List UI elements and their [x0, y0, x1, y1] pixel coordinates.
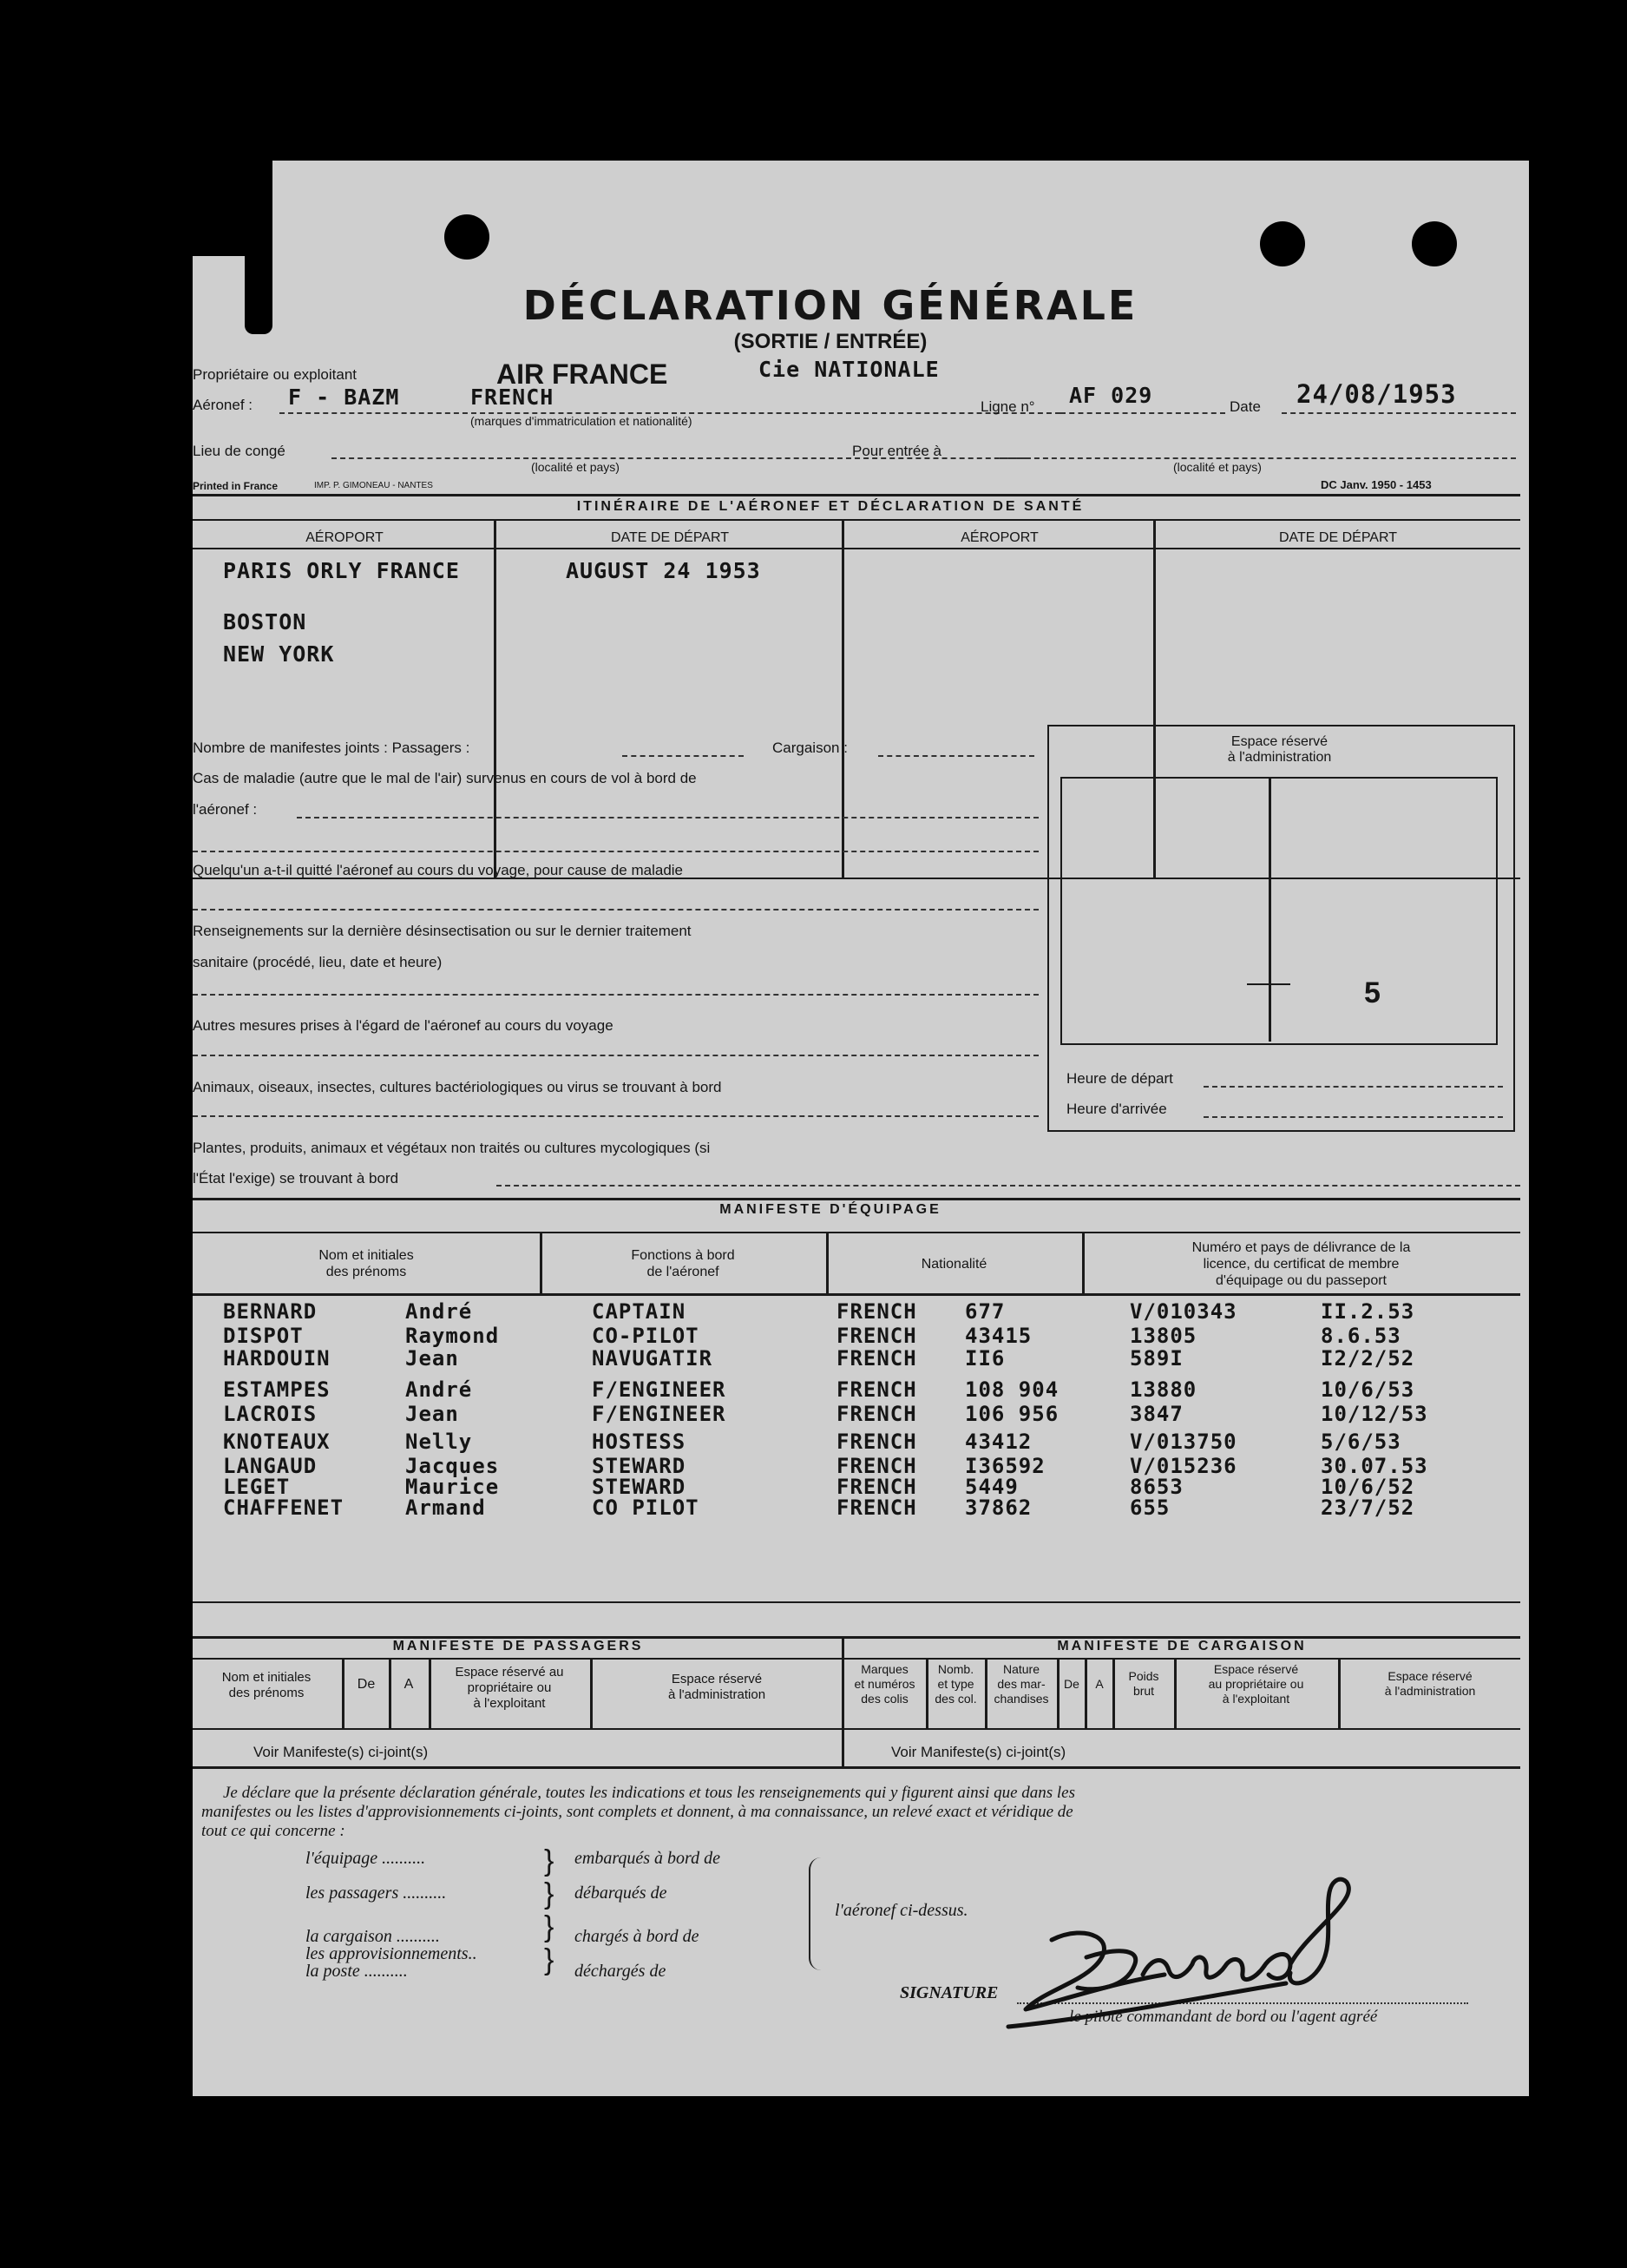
- crew-licence-number: 3847: [1130, 1402, 1184, 1426]
- cargo-col-nb: Nomb.: [937, 1662, 974, 1676]
- crew-nationality: FRENCH: [836, 1346, 917, 1371]
- crew-divider: [540, 1233, 542, 1293]
- crew-first-name: Jean: [405, 1346, 459, 1371]
- printer-note-2: IMP. P. GIMONEAU - NANTES: [314, 481, 433, 490]
- locality-note: (localité et pays): [531, 460, 620, 474]
- flight-number: AF 029: [1069, 383, 1153, 408]
- cargo-col-nb-2: et type: [937, 1677, 974, 1691]
- owner-suffix: Cie NATIONALE: [758, 357, 940, 382]
- crew-bottom-border: [193, 1601, 1520, 1603]
- crew-col-function: Fonctions à bord: [631, 1248, 735, 1263]
- crew-nationality: FRENCH: [836, 1402, 917, 1426]
- cargo-divider: [1057, 1659, 1060, 1728]
- registration-note: (marques d'immatriculation et nationalité): [470, 414, 692, 428]
- itinerary-col-date-2: DATE DE DÉPART: [1278, 530, 1398, 545]
- crew-licence-date: 10/6/52: [1321, 1475, 1415, 1499]
- cargo-col-a: A: [1095, 1677, 1104, 1691]
- crew-nationality: FRENCH: [836, 1299, 917, 1324]
- crew-nationality-number: 677: [965, 1299, 1006, 1324]
- pax-divider: [389, 1659, 391, 1728]
- ligne-line: [1060, 412, 1225, 414]
- signature-label: SIGNATURE: [900, 1983, 999, 2002]
- crew-header: MANIFESTE D'ÉQUIPAGE: [719, 1202, 941, 1217]
- locality-note-2: (localité et pays): [1173, 460, 1262, 474]
- date-line: [1282, 412, 1516, 414]
- crew-licence-number: V/013750: [1130, 1430, 1237, 1454]
- passenger-header: MANIFESTE DE PASSAGERS: [392, 1639, 644, 1653]
- crew-divider: [826, 1233, 829, 1293]
- crew-surname: LACROIS: [223, 1402, 318, 1426]
- crew-nationality: FRENCH: [836, 1430, 917, 1454]
- document-subtitle: (SORTIE / ENTRÉE): [733, 330, 928, 353]
- itinerary-col-date: DATE DE DÉPART: [610, 530, 730, 545]
- crew-surname: DISPOT: [223, 1324, 304, 1348]
- pax-col-owner-2: propriétaire ou: [467, 1680, 552, 1695]
- health-q1b-line: [878, 755, 1034, 757]
- crew-licence-date: 10/12/53: [1321, 1402, 1428, 1426]
- crew-function: NAVUGATIR: [592, 1346, 713, 1371]
- owner-value: AIR FRANCE: [496, 358, 668, 390]
- crew-licence-date: I2/2/52: [1321, 1346, 1415, 1371]
- crew-first-name: Jean: [405, 1402, 459, 1426]
- crew-function: CO-PILOT: [592, 1324, 699, 1348]
- crew-nationality: FRENCH: [836, 1496, 917, 1520]
- decl-cargaison: la cargaison ..........: [305, 1927, 440, 1946]
- crew-licence-number: 655: [1130, 1496, 1171, 1520]
- document-page: [193, 161, 1529, 2096]
- ligne-label: Ligne n°: [981, 398, 1035, 415]
- punch-hole: [1412, 221, 1457, 266]
- document-title: DÉCLARATION GÉNÉRALE: [522, 282, 1138, 329]
- itinerary-airport-1: PARIS ORLY FRANCE: [223, 558, 460, 583]
- crew-nationality: FRENCH: [836, 1454, 917, 1478]
- crew-licence-date: 8.6.53: [1321, 1324, 1401, 1348]
- crew-licence-date: II.2.53: [1321, 1299, 1415, 1324]
- admin-box-title-2: à l'administration: [1227, 750, 1332, 765]
- admin-stamp-number: 5: [1364, 976, 1381, 1009]
- aircraft-nationality: FRENCH: [470, 385, 554, 410]
- crew-col-function-2: de l'aéronef: [646, 1265, 719, 1279]
- health-q3-line: [193, 909, 1039, 910]
- crew-licence-number: V/010343: [1130, 1299, 1237, 1324]
- health-q1b: Cargaison :: [772, 740, 848, 756]
- itinerary-airport-2: BOSTON: [223, 609, 307, 634]
- pax-divider: [342, 1659, 344, 1728]
- decl-big-brace: [809, 1857, 823, 1970]
- crew-col-licence-3: d'équipage ou du passeport: [1216, 1273, 1387, 1288]
- cargo-col-nature-3: chandises: [994, 1692, 1049, 1706]
- cargo-col-nb-3: des col.: [935, 1692, 977, 1706]
- crew-nationality-number: II6: [965, 1346, 1006, 1371]
- cargo-voir-manifeste: Voir Manifeste(s) ci-joint(s): [891, 1744, 1066, 1760]
- decl-charges: chargés à bord de: [574, 1927, 699, 1946]
- crew-col-name: Nom et initiales: [318, 1248, 414, 1263]
- cargo-col-de: De: [1064, 1677, 1079, 1691]
- crew-licence-date: 23/7/52: [1321, 1496, 1415, 1520]
- manifest-col-line: [193, 1728, 1520, 1730]
- crew-top-border: [193, 1198, 1520, 1200]
- decl-embarques: embarqués à bord de: [574, 1849, 720, 1868]
- crew-surname: ESTAMPES: [223, 1377, 331, 1402]
- heure-arrivee-label: Heure d'arrivée: [1066, 1101, 1167, 1117]
- cargo-col-nature-2: des mar-: [997, 1677, 1046, 1691]
- cargo-col-marks: Marques: [861, 1662, 909, 1676]
- cargo-col-marks-2: et numéros: [854, 1677, 915, 1691]
- crew-nationality-number: 43412: [965, 1430, 1033, 1454]
- crew-function: HOSTESS: [592, 1430, 686, 1454]
- crew-nationality-number: 37862: [965, 1496, 1033, 1520]
- heure-depart-line: [1204, 1086, 1503, 1088]
- crew-col-line: [193, 1293, 1520, 1296]
- crew-function: STEWARD: [592, 1475, 686, 1499]
- aircraft-registration: F - BAZM: [288, 385, 400, 410]
- cargo-col-poids: Poids: [1128, 1669, 1159, 1683]
- declaration-line-1: Je déclare que la présente déclaration générale, toutes les indications et tous les renseignements qui y figurent ainsi que dans les: [223, 1784, 1075, 1802]
- crew-surname: LEGET: [223, 1475, 291, 1499]
- admin-inner-box: [1060, 777, 1498, 1045]
- crew-function: CAPTAIN: [592, 1299, 686, 1324]
- cargo-divider: [1085, 1659, 1087, 1728]
- admin-inner-divider: [1269, 779, 1271, 1042]
- crew-first-name: Raymond: [405, 1324, 500, 1348]
- crew-surname: LANGAUD: [223, 1454, 318, 1478]
- flight-date: 24/08/1953: [1296, 379, 1457, 409]
- printer-note: Printed in France: [193, 480, 279, 492]
- pax-col-a: A: [403, 1677, 414, 1692]
- admin-tick: [1247, 983, 1290, 985]
- crew-function: CO PILOT: [592, 1496, 699, 1520]
- crew-licence-number: V/015236: [1130, 1454, 1237, 1478]
- heure-arrivee-line: [1204, 1116, 1503, 1118]
- health-q5-line: [193, 1055, 1039, 1056]
- crew-licence-number: 589I: [1130, 1346, 1184, 1371]
- crew-first-name: Maurice: [405, 1475, 500, 1499]
- crew-nationality: FRENCH: [836, 1324, 917, 1348]
- decl-aeronef: l'aéronef ci-dessus.: [835, 1901, 968, 1920]
- pax-voir-manifeste: Voir Manifeste(s) ci-joint(s): [253, 1744, 429, 1760]
- crew-surname: BERNARD: [223, 1299, 318, 1324]
- health-q4b: sanitaire (procédé, lieu, date et heure): [193, 954, 443, 970]
- crew-surname: CHAFFENET: [223, 1496, 344, 1520]
- crew-nationality-number: 106 956: [965, 1402, 1060, 1426]
- crew-nationality-number: 5449: [965, 1475, 1019, 1499]
- crew-col-name-2: des prénoms: [325, 1265, 407, 1279]
- cargo-col-owner-3: à l'exploitant: [1222, 1692, 1290, 1706]
- cargo-col-admin-2: à l'administration: [1384, 1684, 1476, 1698]
- date-label: Date: [1230, 398, 1261, 415]
- itinerary-depart-date: AUGUST 24 1953: [566, 558, 761, 583]
- crew-licence-date: 10/6/53: [1321, 1377, 1415, 1402]
- itinerary-airport-3: NEW YORK: [223, 641, 335, 667]
- decl-brace: } } } }: [544, 1844, 554, 1976]
- decl-passagers: les passagers ..........: [305, 1883, 447, 1903]
- crew-col-nationality: Nationalité: [921, 1257, 987, 1272]
- itinerary-col-airport-2: AÉROPORT: [961, 530, 1039, 545]
- cargo-col-owner: Espace réservé: [1213, 1662, 1299, 1676]
- crew-first-name: André: [405, 1377, 473, 1402]
- manifest-header-line: [193, 1658, 1520, 1660]
- cargo-col-poids-2: brut: [1132, 1684, 1155, 1698]
- pax-col-de: De: [357, 1677, 376, 1692]
- heure-depart-label: Heure de départ: [1066, 1070, 1173, 1087]
- itinerary-col-airport: AÉROPORT: [305, 530, 384, 545]
- cargo-col-admin: Espace réservé: [1388, 1669, 1473, 1683]
- crew-first-name: Armand: [405, 1496, 486, 1520]
- health-q7-line: [496, 1185, 1520, 1187]
- aircraft-label: Aéronef :: [193, 397, 253, 413]
- declaration-line-3: tout ce qui concerne :: [201, 1822, 345, 1840]
- crew-col-licence: Numéro et pays de délivrance de la: [1191, 1240, 1411, 1255]
- crew-nationality-number: 108 904: [965, 1377, 1060, 1402]
- crew-nationality: FRENCH: [836, 1475, 917, 1499]
- handwritten-signature: [991, 1844, 1477, 2044]
- pax-col-name-2: des prénoms: [228, 1686, 305, 1700]
- itinerary-header: ITINÉRAIRE DE L'AÉRONEF ET DÉCLARATION DE SANTÉ: [576, 499, 1085, 514]
- crew-surname: KNOTEAUX: [223, 1430, 331, 1454]
- pax-col-admin: Espace réservé: [671, 1672, 763, 1686]
- pax-col-admin-2: à l'administration: [667, 1687, 766, 1702]
- health-q3: Quelqu'un a-t-il quitté l'aéronef au cours du voyage, pour cause de maladie: [193, 862, 684, 878]
- cargo-col-owner-2: au propriétaire ou: [1208, 1677, 1304, 1691]
- itinerary-top-border: [193, 494, 1520, 496]
- health-q2b: l'aéronef :: [193, 801, 258, 818]
- health-q6: Animaux, oiseaux, insectes, cultures bactériologiques ou virus se trouvant à bord: [193, 1079, 722, 1095]
- decl-poste: la poste ..........: [305, 1962, 408, 1981]
- health-q7a: Plantes, produits, animaux et végétaux non traités ou cultures mycologiques (si: [193, 1140, 711, 1156]
- health-q1: Nombre de manifestes joints : Passagers :: [193, 740, 470, 756]
- crew-first-name: André: [405, 1299, 473, 1324]
- crew-col-licence-2: licence, du certificat de membre: [1203, 1257, 1400, 1272]
- crew-surname: HARDOUIN: [223, 1346, 331, 1371]
- crew-nationality-number: 43415: [965, 1324, 1033, 1348]
- form-reference: DC Janv. 1950 - 1453: [1321, 478, 1432, 491]
- cargo-col-nature: Nature: [1002, 1662, 1040, 1676]
- lieu-conge-label: Lieu de congé: [193, 443, 285, 459]
- itinerary-divider: [842, 520, 844, 878]
- declaration-line-2: manifestes ou les listes d'approvisionnements ci-joints, sont complets et donnent, à ma connaissance, un relevé exact et véridique de: [201, 1803, 1073, 1821]
- crew-first-name: Nelly: [405, 1430, 473, 1454]
- crew-licence-number: 8653: [1130, 1475, 1184, 1499]
- cargo-header: MANIFESTE DE CARGAISON: [1057, 1639, 1307, 1653]
- crew-licence-number: 13880: [1130, 1377, 1197, 1402]
- itinerary-col-line: [193, 548, 1520, 549]
- itinerary-header-line: [193, 519, 1520, 521]
- health-q1-line: [622, 755, 744, 757]
- pax-col-owner: Espace réservé au: [455, 1665, 564, 1680]
- entree-line: [1000, 457, 1516, 459]
- crew-header-line: [193, 1232, 1520, 1233]
- admin-box-title: Espace réservé: [1230, 734, 1328, 749]
- health-q5: Autres mesures prises à l'égard de l'aéronef au cours du voyage: [193, 1017, 613, 1034]
- health-q2a: Cas de maladie (autre que le mal de l'air) survenus en cours de vol à bord de: [193, 770, 697, 786]
- crew-licence-date: 30.07.53: [1321, 1454, 1428, 1478]
- crew-licence-number: 13805: [1130, 1324, 1197, 1348]
- health-q2b-line: [297, 817, 1039, 818]
- crew-function: F/ENGINEER: [592, 1402, 726, 1426]
- decl-decharges: déchargés de: [574, 1962, 666, 1981]
- decl-approvisionnements: les approvisionnements..: [305, 1944, 477, 1963]
- crew-function: STEWARD: [592, 1454, 686, 1478]
- pax-col-name: Nom et initiales: [221, 1670, 312, 1685]
- crew-function: F/ENGINEER: [592, 1377, 726, 1402]
- crew-licence-date: 5/6/53: [1321, 1430, 1401, 1454]
- health-q2-line: [193, 851, 1039, 852]
- crew-divider: [1082, 1233, 1085, 1293]
- pax-col-owner-3: à l'exploitant: [473, 1696, 546, 1711]
- decl-equipage: l'équipage ..........: [305, 1849, 426, 1868]
- health-q4-line: [193, 994, 1039, 996]
- punch-hole: [444, 214, 489, 260]
- health-q7b: l'État l'exige) se trouvant à bord: [193, 1170, 399, 1187]
- health-q6-line: [193, 1115, 1039, 1117]
- cargo-col-marks-3: des colis: [861, 1692, 909, 1706]
- health-q4a: Renseignements sur la dernière désinsectisation ou sur le dernier traitement: [193, 923, 692, 939]
- crew-first-name: Jacques: [405, 1454, 500, 1478]
- signer-caption: le pilote commandant de bord ou l'agent agréé: [1069, 2008, 1378, 2026]
- punch-hole: [1260, 221, 1305, 266]
- pour-entree-label: Pour entrée à: [852, 443, 942, 459]
- manifest-bottom-border: [193, 1766, 1520, 1769]
- crew-nationality: FRENCH: [836, 1377, 917, 1402]
- decl-debarques: débarqués de: [574, 1883, 667, 1903]
- crew-nationality-number: I36592: [965, 1454, 1046, 1478]
- owner-label: Propriétaire ou exploitant: [193, 366, 358, 383]
- itinerary-divider: [494, 520, 496, 878]
